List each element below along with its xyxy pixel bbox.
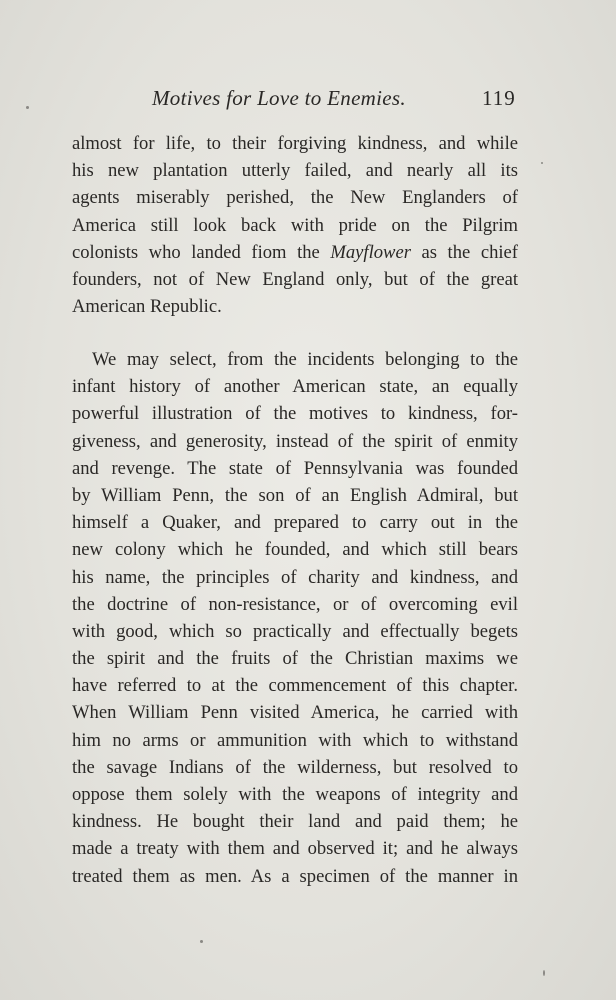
text-line: giveness, and generosity, instead of the spirit of enmity bbox=[72, 430, 518, 452]
paper-speck bbox=[543, 970, 545, 976]
text-line: the doctrine of non-resistance, or of overcoming evil bbox=[72, 593, 518, 615]
text-line: new colony which he founded, and which still bears bbox=[72, 539, 518, 561]
paper-speck bbox=[26, 106, 29, 109]
text-line: him no arms or ammunition with which to withstand bbox=[72, 729, 518, 751]
paper-speck bbox=[541, 162, 543, 164]
text-line: the spirit and the fruits of the Christian maxims we bbox=[72, 648, 518, 670]
text-line: his name, the principles of charity and kindness, and bbox=[72, 566, 518, 588]
text-line: kindness. He bought their land and paid them; he bbox=[72, 811, 518, 833]
text-line: and revenge. The state of Pennsylvania was founded bbox=[72, 457, 518, 479]
text-line: founders, not of New England only, but of the great bbox=[72, 268, 518, 290]
paper-speck bbox=[200, 940, 203, 943]
text-line: by William Penn, the son of an English Admiral, but bbox=[72, 484, 518, 506]
text-line: We may select, from the incidents belonging to the bbox=[92, 349, 518, 370]
text-line: have referred to at the commencement of this chapter. bbox=[72, 675, 518, 697]
text-line: oppose them solely with the weapons of integrity and bbox=[72, 784, 518, 805]
ship-name-italic: Mayflower bbox=[330, 241, 411, 263]
text-line: with good, which so practically and effectually begets bbox=[72, 620, 518, 642]
text-line bbox=[72, 239, 518, 266]
text-line: the savage Indians of the wilderness, but resolved to bbox=[72, 756, 518, 778]
running-head bbox=[0, 86, 616, 116]
text-line: When William Penn visited America, he carried with bbox=[72, 702, 518, 724]
text-segment: as the chief bbox=[410, 241, 519, 263]
running-title: Motives for Love to Enemies. bbox=[152, 86, 406, 110]
text-line: agents miserably perished, the New Englanders of bbox=[72, 187, 518, 209]
page-number: 119 bbox=[482, 86, 516, 110]
text-line: America still look back with pride on the Pilgrim bbox=[72, 214, 518, 236]
text-line: infant history of another American state, an equally bbox=[72, 376, 518, 398]
text-segment: colonists who landed fiom the bbox=[72, 241, 331, 263]
paragraph-2 bbox=[72, 346, 518, 890]
text-line: his new plantation utterly failed, and nearly all its bbox=[72, 160, 518, 182]
text-line: almost for life, to their forgiving kindness, and while bbox=[72, 133, 518, 154]
paragraph-1 bbox=[72, 130, 518, 320]
text-line: himself a Quaker, and prepared to carry out in the bbox=[72, 512, 518, 534]
text-line: treated them as men. As a specimen of the manner in bbox=[72, 865, 518, 887]
text-line: American Republic. bbox=[72, 296, 222, 318]
text-line: powerful illustration of the motives to kindness, for- bbox=[72, 403, 518, 425]
text-line: made a treaty with them and observed it; and he always bbox=[72, 838, 518, 860]
